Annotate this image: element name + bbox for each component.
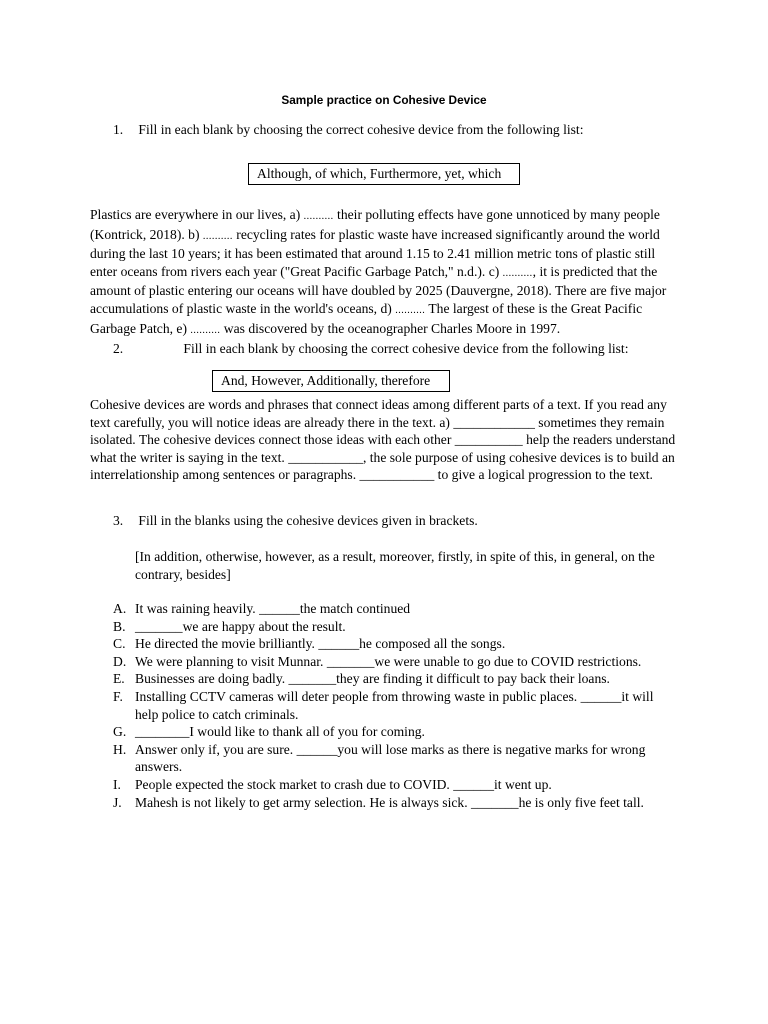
list-item <box>113 653 673 671</box>
item-text: He directed the movie brilliantly. ______he composed all the songs. <box>135 636 506 652</box>
question-1-text: Fill in each blank by choosing the correct cohesive device from the following list: <box>138 122 584 137</box>
question-2-text: Fill in each blank by choosing the correct cohesive device from the following list: <box>183 341 629 356</box>
cohesive-device-list: [In addition, otherwise, however, as a result, moreover, firstly, in spite of this, in general, on the contrary, besides] <box>135 549 655 582</box>
paragraph-1-part: , it is predicted that the amount of plastic entering our oceans will have doubled by 2025 (Dauvergne, 2018). There are five major accumulations of plastic waste in the world's oceans, d) <box>90 263 667 316</box>
blank-c: .......... <box>502 267 533 279</box>
blank-a: .......... <box>303 211 334 222</box>
word-box-1: Although, of which, Furthermore, yet, which <box>248 163 520 185</box>
item-text: Mahesh is not likely to get army selection. He is always sick. _______he is only five feet tall. <box>135 794 644 810</box>
page-title: Sample practice on Cohesive Device <box>281 93 487 107</box>
exercise-list <box>113 600 673 811</box>
question-3-instruction <box>113 512 703 530</box>
paragraph-1-part: their polluting effects have gone unnoticed by many people (Kontrick, 2018). b) <box>90 207 660 242</box>
item-letter: D. <box>113 653 127 669</box>
list-item <box>113 723 673 741</box>
item-text: People expected the stock market to crash due to COVID. ______it went up. <box>135 776 552 792</box>
item-letter: I. <box>113 776 121 792</box>
question-3-text: Fill in the blanks using the cohesive devices given in brackets. <box>138 513 478 528</box>
item-text: ________I would like to thank all of you for coming. <box>135 724 425 740</box>
list-item <box>113 635 673 653</box>
item-text: Answer only if, you are sure. ______you will lose marks as there is negative marks for wrong answers. <box>135 741 646 775</box>
list-item <box>113 776 673 794</box>
blank-b: .......... <box>202 230 233 242</box>
item-text: Businesses are doing badly. _______they are finding it difficult to pay back their loans. <box>135 671 610 687</box>
list-item <box>113 688 673 723</box>
word-box-2: And, However, Additionally, therefore <box>212 370 450 392</box>
item-letter: J. <box>113 794 122 810</box>
item-text: Installing CCTV cameras will deter people from throwing waste in public places. ______it will help police to catch criminals. <box>135 688 654 722</box>
question-2-number: 2. <box>113 341 124 356</box>
list-item <box>113 670 673 688</box>
item-letter: B. <box>113 618 126 634</box>
list-item <box>113 741 673 776</box>
item-letter: A. <box>113 601 127 616</box>
question-2-instruction <box>113 340 703 358</box>
blank-d: .......... <box>395 304 426 316</box>
question-1-number: 1. <box>113 122 124 137</box>
list-item <box>113 794 673 812</box>
paragraph-1-part: The largest of these is the Great Pacific Garbage Patch, e) <box>90 300 643 336</box>
item-letter: G. <box>113 724 127 740</box>
item-letter: E. <box>113 671 125 687</box>
list-item <box>113 600 673 618</box>
list-item <box>113 618 673 636</box>
question-3-number: 3. <box>113 513 124 528</box>
item-text: _______we are happy about the result. <box>135 618 346 634</box>
item-letter: C. <box>113 636 126 652</box>
item-letter: F. <box>113 688 123 704</box>
paragraph-1-part: recycling rates for plastic waste have increased significantly around the world during the last 10 years; it has been estimated that around 1.15 to 2.41 million metric tons of plastic still enter oceans from rivers each year ("Great Pacific Garbage Patch," n.d.). c) <box>90 226 660 279</box>
question-1-instruction <box>113 121 703 139</box>
question-1-paragraph <box>90 206 680 339</box>
paragraph-1-part: was discovered by the oceanographer Charles Moore in 1997. <box>220 320 561 336</box>
question-2-paragraph: Cohesive devices are words and phrases that connect ideas among different parts of a text. If you read any text carefully, you will notice ideas are already there in the text. a) ____________ sometimes they remain isolated. The cohesive devices connect those ideas with each other __________ help the readers understand what the writer is saying in the text. ___________, the sole purpose of using cohesive devices is to build an interrelationship among sentences or paragraphs. ___________ to give a logical progression to the text. <box>90 397 676 483</box>
item-letter: H. <box>113 741 127 757</box>
item-text: It was raining heavily. ______the match continued <box>135 601 411 616</box>
blank-e: .......... <box>190 324 221 336</box>
paragraph-1-part: Plastics are everywhere in our lives, a) <box>90 207 304 222</box>
item-text: We were planning to visit Munnar. _______we were unable to go due to COVID restrictions. <box>135 653 642 669</box>
